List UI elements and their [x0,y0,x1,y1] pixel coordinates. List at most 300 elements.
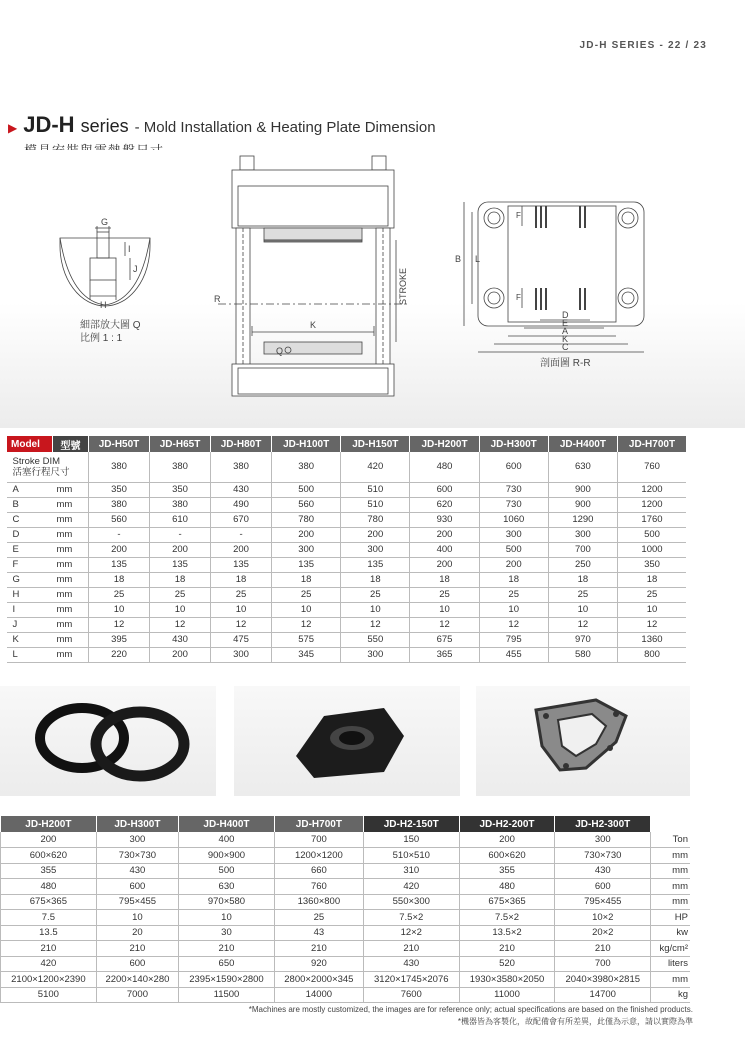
table-cell: 400 [410,542,479,557]
table-row [7,497,687,512]
table-cell: 210 [96,941,178,957]
table-cell: 350 [150,482,211,497]
table-cell: 3120×1745×2076 [363,972,459,988]
table-row [7,512,687,527]
table-cell: 1060 [479,512,548,527]
table-cell: 350 [617,557,686,572]
table-cell: 11000 [459,987,555,1003]
table-cell: 7.5 [1,910,97,926]
table-cell: 730 [479,497,548,512]
model-col-header: JD-H300T [96,816,178,832]
model-col-header: JD-H2-150T [363,816,459,832]
row-label: I [7,602,53,617]
row-label: K [7,632,53,647]
table-row [7,557,687,572]
table-cell: 560 [89,512,150,527]
rubber-gasket-icon [476,686,690,796]
stroke-label [7,452,89,482]
plate-b-label: B [455,254,462,264]
table-row [1,956,691,972]
table-row [1,848,691,864]
row-unit: Ton [651,832,690,848]
table-cell: 600 [96,956,178,972]
table-cell: - [211,527,272,542]
table-row [7,647,687,662]
table-cell: 430 [211,482,272,497]
table-cell: 700 [555,956,651,972]
row-unit: mm [53,632,89,647]
stroke-label-en: Stroke DIM [12,455,61,467]
table-cell: 500 [179,863,275,879]
row-unit: liters [651,956,690,972]
table-cell: 12 [341,617,410,632]
table-cell: 150 [363,832,459,848]
table-cell: 7.5×2 [459,910,555,926]
table-cell: 12 [89,617,150,632]
table-cell: 380 [272,452,341,482]
row-unit: mm [53,497,89,512]
table-cell: 900 [548,497,617,512]
table-cell: 730×730 [96,848,178,864]
table-cell: 480 [1,879,97,895]
table-cell: 210 [459,941,555,957]
table-cell: 25 [548,587,617,602]
model-col-header: JD-H400T [548,436,617,452]
detail-caption-1: 細部放大圖 Q [80,320,141,331]
table-cell: 200 [410,557,479,572]
table-cell: 380 [150,452,211,482]
table-cell: 1200 [617,482,686,497]
table-cell: 135 [272,557,341,572]
photo-row [0,686,745,796]
table-cell: 5100 [1,987,97,1003]
table-cell: 970×580 [179,894,275,910]
table-cell: 650 [179,956,275,972]
table-cell: 520 [459,956,555,972]
table-cell: 1200 [617,497,686,512]
model-header: Model [7,436,53,452]
table-cell: 600 [410,482,479,497]
table-cell: 430 [96,863,178,879]
detail-g-label: G [101,217,109,227]
table-cell: 10 [272,602,341,617]
table-row [7,452,687,482]
page-header: JD-H SERIES - 22 / 23 [579,40,707,51]
table-cell: 200 [272,527,341,542]
table-cell: 675 [410,632,479,647]
table-cell: 7600 [363,987,459,1003]
table-row [1,987,691,1003]
unit-col-header [651,816,690,832]
table-row [1,925,691,941]
model-col-header: JD-H100T [272,436,341,452]
table-row [7,527,687,542]
model-col-header: JD-H300T [479,436,548,452]
table-cell: 600×620 [1,848,97,864]
table-cell: 430 [363,956,459,972]
heating-plate-drawing [455,202,644,369]
table-cell: 18 [410,572,479,587]
title-arrow-icon: ▶ [8,121,18,135]
table-cell: 380 [89,452,150,482]
table-cell: 380 [150,497,211,512]
plate-l-label: L [475,254,481,264]
table-row [1,910,691,926]
table-cell: 18 [617,572,686,587]
model-cn-header: 型號 [53,436,89,452]
table-cell: 550×300 [363,894,459,910]
table-cell: 7000 [96,987,178,1003]
table-cell: 25 [410,587,479,602]
table-cell: 18 [272,572,341,587]
row-unit: mm [53,557,89,572]
press-r-label: R [214,294,221,304]
table-cell: 10 [179,910,275,926]
table-cell: 250 [548,557,617,572]
table-cell: 12 [617,617,686,632]
table-cell: 600 [479,452,548,482]
diagram-band [0,150,745,428]
row-unit: mm [53,512,89,527]
table-cell: 730×730 [555,848,651,864]
table-cell: 550 [341,632,410,647]
table-cell: 200 [150,542,211,557]
plate-caption: 剖面圖 R-R [540,358,591,369]
table-cell: - [89,527,150,542]
table-row [7,617,687,632]
model-col-header: JD-H200T [1,816,97,832]
table-cell: 300 [96,832,178,848]
table-cell: 455 [479,647,548,662]
table-cell: 135 [341,557,410,572]
table-row [7,602,687,617]
table-cell: 14000 [274,987,363,1003]
table-row [7,572,687,587]
table-cell: 200 [1,832,97,848]
table-cell: 18 [548,572,617,587]
title-main: JD-H [23,112,75,137]
table-cell: 730 [479,482,548,497]
table-cell: 675×365 [1,894,97,910]
model-col-header: JD-H700T [274,816,363,832]
rubber-gasket-photo [476,686,690,796]
row-label: B [7,497,53,512]
table-cell: 1930×3580×2050 [459,972,555,988]
table-cell: 300 [211,647,272,662]
table-cell: 25 [479,587,548,602]
row-label: F [7,557,53,572]
table-cell: 10 [96,910,178,926]
table-cell: 210 [363,941,459,957]
table-cell: 780 [341,512,410,527]
table-cell: 420 [1,956,97,972]
rubber-rings-icon [0,686,216,796]
table-cell: 500 [479,542,548,557]
table-cell: 12 [548,617,617,632]
table-row [1,863,691,879]
table-cell: 25 [150,587,211,602]
table-cell: 25 [274,910,363,926]
table-cell: 2395×1590×2800 [179,972,275,988]
table-cell: 18 [211,572,272,587]
table-row [7,587,687,602]
table-cell: 480 [459,879,555,895]
table-cell: 2800×2000×345 [274,972,363,988]
table-cell: 12 [410,617,479,632]
table-cell: 510×510 [363,848,459,864]
table-cell: 11500 [179,987,275,1003]
table-cell: 200 [479,557,548,572]
table-header-row [1,816,691,832]
table-cell: 25 [272,587,341,602]
table-cell: 7.5×2 [363,910,459,926]
detail-h-label: H [100,300,107,310]
rubber-rings-photo [0,686,216,796]
table-cell: 970 [548,632,617,647]
table-cell: 25 [211,587,272,602]
model-col-header: JD-H50T [89,436,150,452]
detail-q-drawing [60,217,150,344]
row-unit: mm [651,863,690,879]
press-stroke-label: STROKE [398,267,408,305]
press-k-label: K [310,320,317,330]
model-col-header: JD-H2-300T [555,816,651,832]
press-q-label: Q [276,346,284,356]
table-cell: 600×620 [459,848,555,864]
table-cell: 300 [479,527,548,542]
table-cell: 920 [274,956,363,972]
table-cell: 200 [410,527,479,542]
table-cell: 210 [274,941,363,957]
table-cell: 135 [150,557,211,572]
table-cell: 12 [479,617,548,632]
row-unit: mm [53,572,89,587]
table-cell: 575 [272,632,341,647]
table-cell: 760 [617,452,686,482]
table-cell: 380 [211,452,272,482]
table-cell: 760 [274,879,363,895]
table-cell: 490 [211,497,272,512]
table-cell: 300 [272,542,341,557]
table-cell: 10 [548,602,617,617]
table-cell: 300 [341,647,410,662]
plate-c-label: C [562,342,569,352]
table-cell: 43 [274,925,363,941]
table-cell: 670 [211,512,272,527]
table-cell: 1360×800 [274,894,363,910]
table-cell: 900×900 [179,848,275,864]
table-cell: 795×455 [96,894,178,910]
plate-k-label: K [562,334,569,344]
model-col-header: JD-H2-200T [459,816,555,832]
detail-i-label: I [128,244,131,254]
row-label: H [7,587,53,602]
model-col-header: JD-H80T [211,436,272,452]
row-label: A [7,482,53,497]
table-cell: 300 [555,832,651,848]
footnote [249,1004,693,1028]
detail-caption-2: 比例 1 : 1 [80,333,123,344]
table-row [1,832,691,848]
table-cell: 20 [96,925,178,941]
table-cell: 18 [89,572,150,587]
title-subtitle: - Mold Installation & Heating Plate Dimension [134,119,436,136]
table-cell: 480 [410,452,479,482]
table-cell: 200 [459,832,555,848]
table-cell: 700 [548,542,617,557]
machine-spec-table [0,816,690,1003]
row-unit: mm [651,972,690,988]
table-cell: 660 [274,863,363,879]
row-unit: mm [651,879,690,895]
table-cell: 18 [341,572,410,587]
row-label: G [7,572,53,587]
table-cell: 200 [150,647,211,662]
table-cell: 12×2 [363,925,459,941]
table-cell: 10 [150,602,211,617]
row-unit: mm [53,617,89,632]
row-unit: mm [53,482,89,497]
row-unit: HP [651,910,690,926]
row-unit: mm [53,602,89,617]
table-cell: 350 [89,482,150,497]
table-cell: 780 [272,512,341,527]
table-cell: 355 [1,863,97,879]
detail-j-label: J [133,264,138,274]
plate-a-label: A [562,326,569,336]
table-cell: 795×455 [555,894,651,910]
table-cell: 18 [479,572,548,587]
table-cell: 700 [274,832,363,848]
table-cell: 420 [341,452,410,482]
table-cell: 300 [548,527,617,542]
table-row [1,879,691,895]
table-cell: 12 [211,617,272,632]
rubber-bellows-photo [234,686,460,796]
table-cell: 630 [179,879,275,895]
table-cell: 800 [617,647,686,662]
table-cell: 12 [272,617,341,632]
row-unit: mm [53,542,89,557]
row-unit: mm [53,527,89,542]
model-col-header: JD-H200T [410,436,479,452]
table-cell: 1000 [617,542,686,557]
table-cell: - [150,527,211,542]
table-cell: 25 [341,587,410,602]
table-row [7,482,687,497]
table-cell: 1360 [617,632,686,647]
row-unit: kg [651,987,690,1003]
table-cell: 10 [410,602,479,617]
row-unit: mm [651,894,690,910]
table-cell: 365 [410,647,479,662]
table-cell: 560 [272,497,341,512]
table-cell: 2040×3980×2815 [555,972,651,988]
table-cell: 210 [555,941,651,957]
table-cell: 420 [363,879,459,895]
row-label: J [7,617,53,632]
table-cell: 20×2 [555,925,651,941]
table-cell: 510 [341,497,410,512]
model-col-header: JD-H65T [150,436,211,452]
table-cell: 10 [617,602,686,617]
table-cell: 675×365 [459,894,555,910]
table-cell: 2200×140×280 [96,972,178,988]
table-cell: 900 [548,482,617,497]
row-unit: mm [651,848,690,864]
title-series: series [80,116,129,136]
row-unit: kw [651,925,690,941]
table-cell: 430 [150,632,211,647]
table-cell: 580 [548,647,617,662]
table-cell: 18 [150,572,211,587]
plate-f-top-label: F [516,211,521,220]
table-cell: 25 [617,587,686,602]
model-col-header: JD-H700T [617,436,686,452]
table-cell: 220 [89,647,150,662]
table-cell: 135 [211,557,272,572]
table-cell: 10 [341,602,410,617]
table-cell: 200 [89,542,150,557]
table-cell: 2100×1200×2390 [1,972,97,988]
plate-f-bottom-label: F [516,293,521,302]
table-cell: 10 [479,602,548,617]
table-cell: 620 [410,497,479,512]
row-label: C [7,512,53,527]
table-cell: 475 [211,632,272,647]
table-cell: 930 [410,512,479,527]
table-cell: 1290 [548,512,617,527]
table-cell: 25 [89,587,150,602]
table-cell: 10 [89,602,150,617]
table-cell: 500 [272,482,341,497]
table-cell: 345 [272,647,341,662]
table-row [1,941,691,957]
table-cell: 13.5 [1,925,97,941]
table-cell: 12 [150,617,211,632]
table-cell: 300 [341,542,410,557]
table-cell: 500 [617,527,686,542]
table-cell: 355 [459,863,555,879]
table-cell: 395 [89,632,150,647]
table-row [7,632,687,647]
row-unit: kg/cm² [651,941,690,957]
table-cell: 30 [179,925,275,941]
row-label: L [7,647,53,662]
mold-dimension-table [6,436,686,663]
table-row [1,894,691,910]
table-cell: 600 [96,879,178,895]
table-cell: 795 [479,632,548,647]
table-cell: 14700 [555,987,651,1003]
table-cell: 210 [179,941,275,957]
table-cell: 1200×1200 [274,848,363,864]
table-cell: 13.5×2 [459,925,555,941]
row-unit: mm [53,587,89,602]
model-col-header: JD-H150T [341,436,410,452]
dimension-diagrams [0,150,745,428]
table-cell: 430 [555,863,651,879]
table-header-row [7,436,687,452]
plate-d-label: D [562,310,569,320]
table-cell: 200 [211,542,272,557]
table-cell: 380 [89,497,150,512]
table-cell: 135 [89,557,150,572]
table-cell: 200 [341,527,410,542]
table-cell: 610 [150,512,211,527]
footnote-en: *Machines are mostly customized, the images are for reference only; actual specifications are based on the finished products. [248,1005,693,1014]
stroke-label-cn: 活塞行程尺寸 [12,466,70,478]
